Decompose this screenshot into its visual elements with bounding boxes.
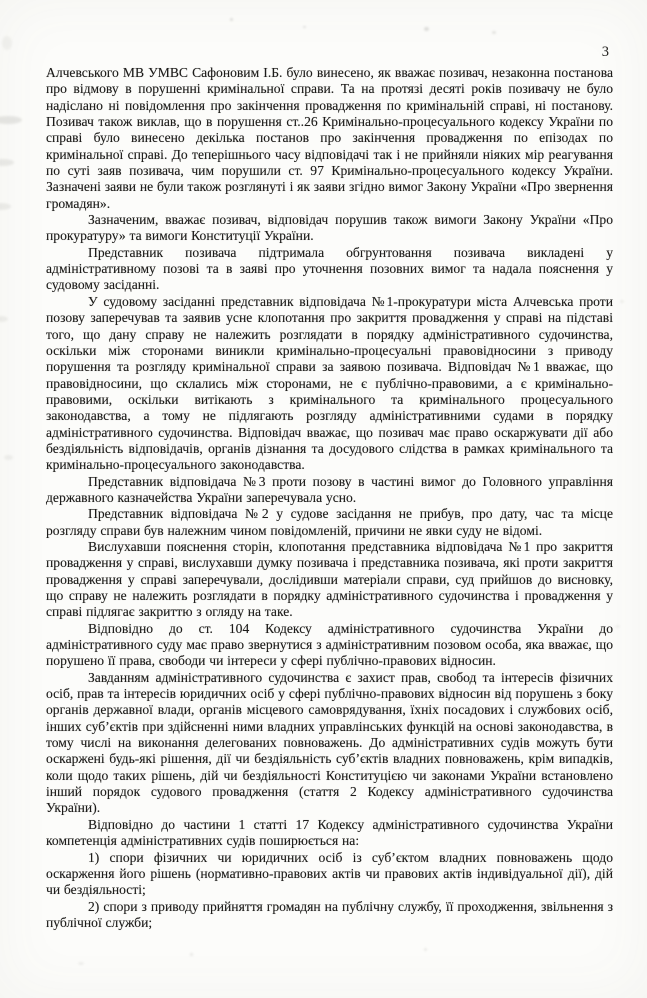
scan-speck (78, 962, 84, 965)
scan-speck (230, 18, 233, 21)
scan-smudge (4, 455, 13, 460)
scan-speck (190, 953, 193, 956)
scan-speck (303, 26, 306, 28)
paragraph-claimant-representative: Представник позивача підтримала обгрунтовання позивача викладені у адміністративному позові та в заяві про уточнення позовних вимог та надала пояснення у судовому засіданні. (46, 244, 613, 293)
scan-speck (615, 625, 620, 628)
scan-speck (492, 31, 496, 34)
scan-smudge (0, 159, 14, 166)
scan-smudge (0, 316, 8, 322)
paragraph-respondent-2-absence: Представник відповідача №2 у судове засідання не прибув, про дату, час та місце розгляду справи був належним чином повідомленій, причини не явки суду не відомі. (46, 506, 613, 538)
paragraph-respondent-1-position: У судовому засіданні представник відповідача №1-прокуратури міста Алчевська проти позову заперечував та заявив усне клопотання про закриття провадження у справі на підставі того, що дану справу не належить розглядати в порядку адміністративного судочинства, оскільки між сторонами виникли кримінально-процесуальні правовідносини з приводу порушення та розгляду кримінальної справи за заявою позивача. Відповідач №1 вважає, що правовідносини, що склались між сторонами, не є публічно-правовими, а є кримінально-правовими, оскільки витікають з кримінального та кримінального процесуального законодавства, а тому не підлягають розгляду адміністративними судами в порядку адміністративного судочинства. Відповідач вважає, що позивач має право оскаржувати дії або бездіяльність відповідачів, органів дізнання та досудового слідства в рамках кримінального та кримінально-процесуального законодавства. (46, 293, 613, 473)
scan-speck (424, 948, 427, 951)
paragraph-list-item-2: 2) спори з приводу прийняття громадян на публічну службу, її проходження, звільнення з публічної служби; (46, 898, 613, 930)
paragraph-court-conclusion: Вислухавши пояснення сторін, клопотання представника відповідача №1 про закриття провадження у справі, вислухавши думку позивача і представника позивача, які проти закриття провадження у справі заперечували, дослідивши матеріали справи, суд прийшов до висновку, що справу не належить розглядати в порядку адміністративного судочинства і провадження у справі підлягає закриттю з огляду на таке. (46, 538, 613, 620)
scan-smudge (0, 116, 22, 124)
scan-speck (620, 300, 624, 303)
paragraph-respondent-3-position: Представник відповідача №3 проти позову в частині вимог до Головного управління державного казначейства України заперечувала усно. (46, 473, 613, 505)
paragraph-continuation-claim: Алчевського МВ УМВС Сафоновим І.Б. було винесено, як вважає позивач, незаконна постанова про відмову в порушенні кримінальної справи. Та на протязі десяті років позивачу не було надіслано ні повідомлення про закінчення провадження по кримінальній справі, ні постанову. Позивач також виклав, що в порушення ст..26 Кримінально-процесуального кодексу України по справі було винесено декілька постанов про закінчення провадження по епізодах по кримінальної справі. До теперішнього часу відповідачі так і не прийняли ніяких мір реагування по суті заяв позивача, чим порушили ст. 97 Кримінально-процесуального кодексу України. Зазначені заяви не були також розглянуті і як заяви згідно вимог Закону України «Про звернення громадян». (46, 65, 614, 211)
paragraph-article-2-tasks: Завданням адміністративного судочинства є захист прав, свобод та інтересів фізичних осіб, прав та інтересів юридичних осіб у сфері публічно-правових відносин від порушень з боку органів державної влади, органів місцевого самоврядування, їхніх посадових і службових осіб, інших суб’єктів при здійсненні ними владних управлінських функцій на основі законодавства, в тому числі на виконання делегованих повноважень. До адміністративних судів можуть бути оскаржені будь-які рішення, дії чи бездіяльність суб’єктів владних повноважень, крім випадків, коли щодо таких рішень, дій чи бездіяльності Конституцією чи законами України встановлено інший порядок судового провадження (стаття 2 Кодексу адміністративного судочинства України). (46, 669, 613, 816)
paragraph-list-item-1: 1) спори фізичних чи юридичних осіб із суб’єктом владних повноважень щодо оскарження його рішень (нормативно-правових актів чи правових актів індивідуальної дії), дій чи бездіяльності; (46, 849, 613, 898)
scan-speck (424, 27, 429, 31)
page-number: 3 (601, 44, 609, 60)
paragraph-article-104: Відповідно до ст. 104 Кодексу адміністративного судочинства України до адміністративного суду має право звернутися з адміністративним позовом особа, яка вважає, що порушено її права, свободи чи інтереси у сфері публічно-правових відносин. (46, 620, 613, 669)
page-content (46, 44, 613, 931)
paragraph-claimant-allegation: Зазначеним, вважає позивач, відповідач порушив також вимоги Закону України «Про прокуратуру» та вимоги Конституції України. (46, 212, 613, 244)
scan-smudge (0, 203, 11, 210)
scan-smudge (2, 36, 12, 50)
paragraph-article-17-intro: Відповідно до частини 1 статті 17 Кодексу адміністративного судочинства України компетенція адміністративних судів поширюється на: (46, 816, 613, 849)
